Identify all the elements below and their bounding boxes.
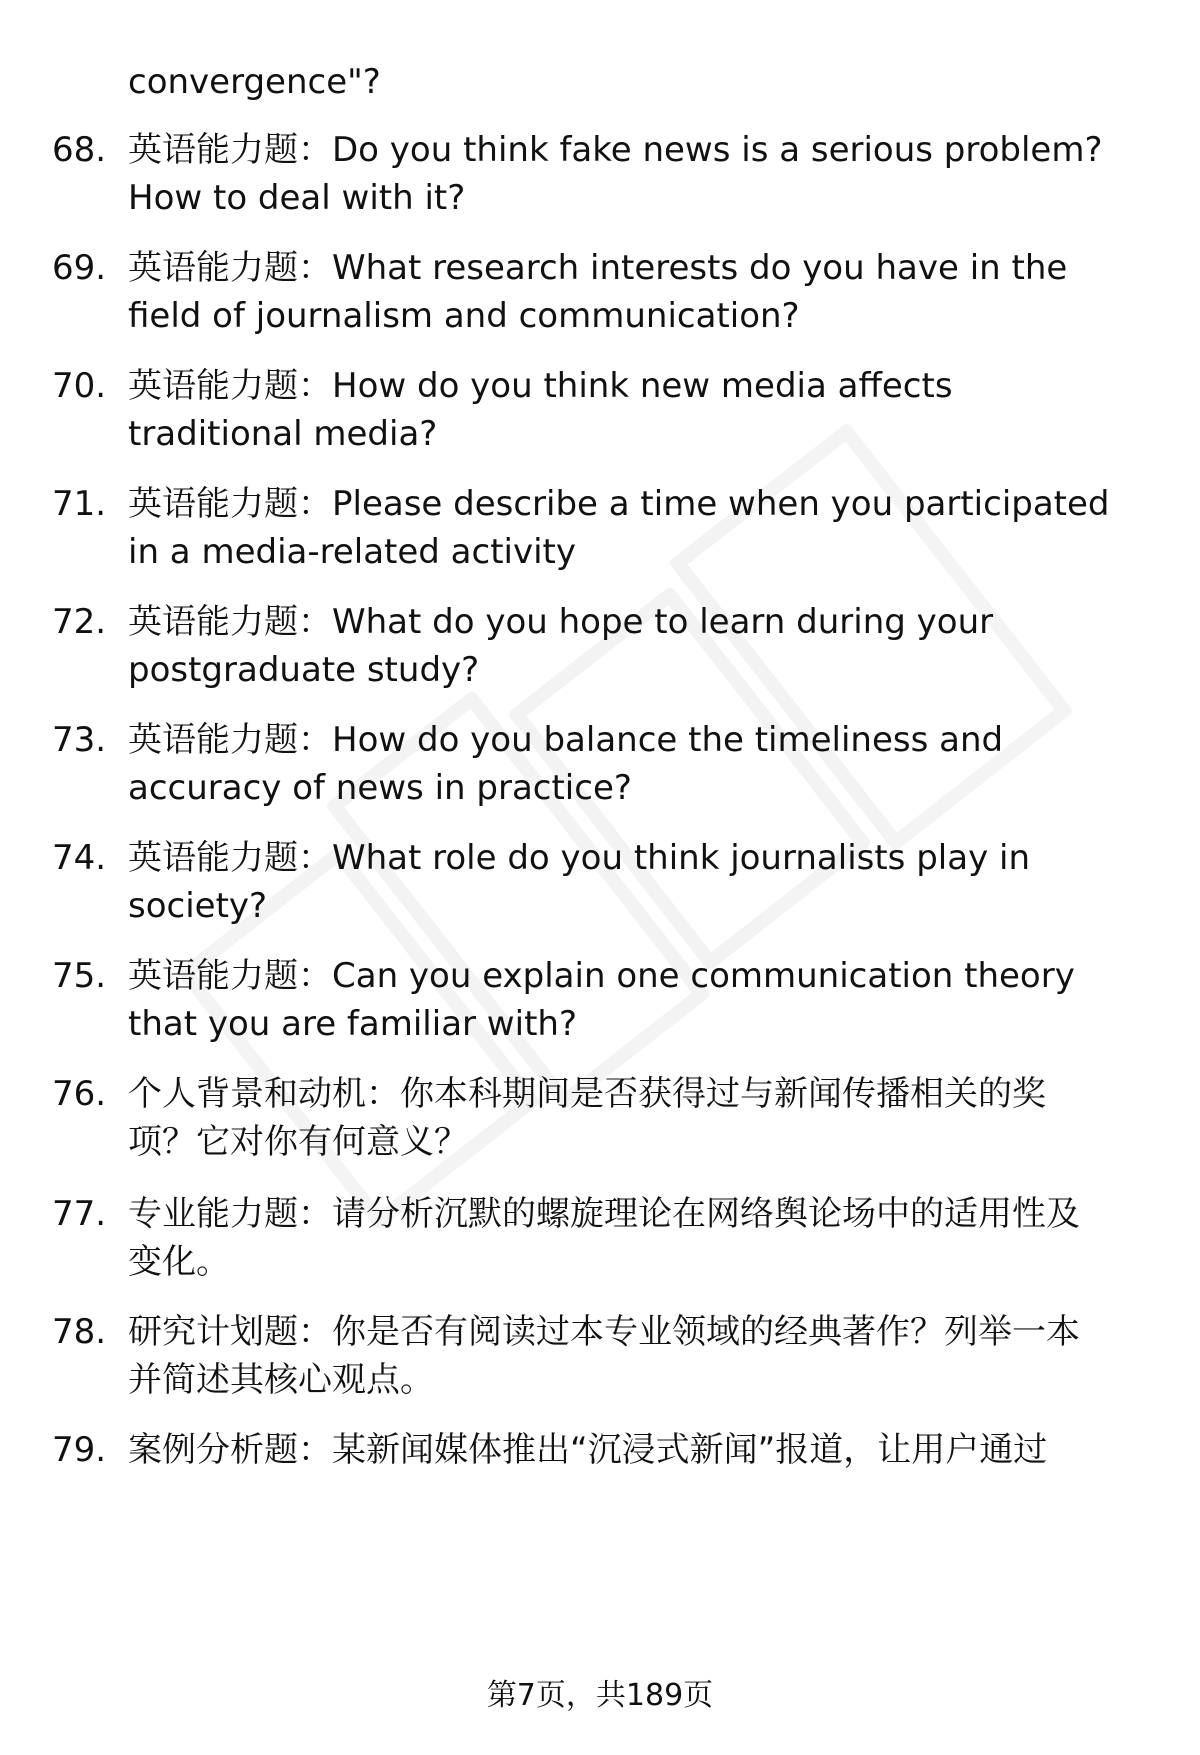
question-number: 71.	[52, 484, 107, 524]
question-line: 个人背景和动机：你本科期间是否获得过与新闻传播相关的奖	[128, 1074, 1046, 1114]
question-number: 68.	[52, 130, 107, 170]
question-number: 79.	[52, 1430, 107, 1470]
question-text	[128, 1308, 1188, 1404]
question-number: 76.	[52, 1074, 107, 1114]
question-line: 研究计划题：你是否有阅读过本专业领域的经典著作？列举一本	[128, 1312, 1080, 1352]
question-number: 70.	[52, 366, 107, 406]
question-line: traditional media?	[128, 414, 438, 454]
question-text	[128, 1190, 1188, 1286]
continuation-text: convergence"?	[128, 62, 381, 102]
question-text	[128, 244, 1188, 340]
question-line: in a media-related activity	[128, 532, 577, 572]
question-number: 73.	[52, 720, 107, 760]
question-text	[128, 362, 1188, 458]
question-text	[128, 716, 1188, 812]
question-number: 75.	[52, 956, 107, 996]
question-line: accuracy of news in practice?	[128, 768, 632, 808]
question-line: 英语能力题：What role do you think journalists play in	[128, 838, 1030, 878]
question-line: 并简述其核心观点。	[128, 1360, 434, 1400]
question-line: 英语能力题：Please describe a time when you participated	[128, 484, 1110, 524]
question-number: 69.	[52, 248, 107, 288]
question-line: that you are familiar with?	[128, 1004, 577, 1044]
question-text	[128, 480, 1188, 576]
question-text	[128, 126, 1188, 222]
question-number: 78.	[52, 1312, 107, 1352]
question-line: postgraduate study?	[128, 650, 480, 690]
question-line: field of journalism and communication?	[128, 296, 800, 336]
question-line: How to deal with it?	[128, 178, 466, 218]
question-line: 英语能力题：How do you balance the timeliness and	[128, 720, 1004, 760]
question-line: 变化。	[128, 1242, 230, 1282]
question-number: 74.	[52, 838, 107, 878]
question-text	[128, 834, 1188, 930]
question-line: 英语能力题：Can you explain one communication theory	[128, 956, 1075, 996]
question-number: 72.	[52, 602, 107, 642]
question-number: 77.	[52, 1194, 107, 1234]
question-line: 英语能力题：How do you think new media affects	[128, 366, 953, 406]
question-line: 案例分析题：某新闻媒体推出“沉浸式新闻”报道，让用户通过	[128, 1430, 1048, 1470]
question-line: 项？它对你有何意义？	[128, 1122, 468, 1162]
question-line: 英语能力题：Do you think fake news is a serious problem?	[128, 130, 1103, 170]
question-text	[128, 1426, 1188, 1474]
question-line: 专业能力题：请分析沉默的螺旋理论在网络舆论场中的适用性及	[128, 1194, 1080, 1234]
question-line: 英语能力题：What research interests do you have in the	[128, 248, 1068, 288]
question-text	[128, 952, 1188, 1048]
question-text	[128, 1070, 1188, 1166]
question-line: 英语能力题：What do you hope to learn during your	[128, 602, 994, 642]
question-line: society?	[128, 886, 268, 926]
question-text	[128, 598, 1188, 694]
page-number-footer: 第7页，共189页	[486, 1678, 714, 1713]
